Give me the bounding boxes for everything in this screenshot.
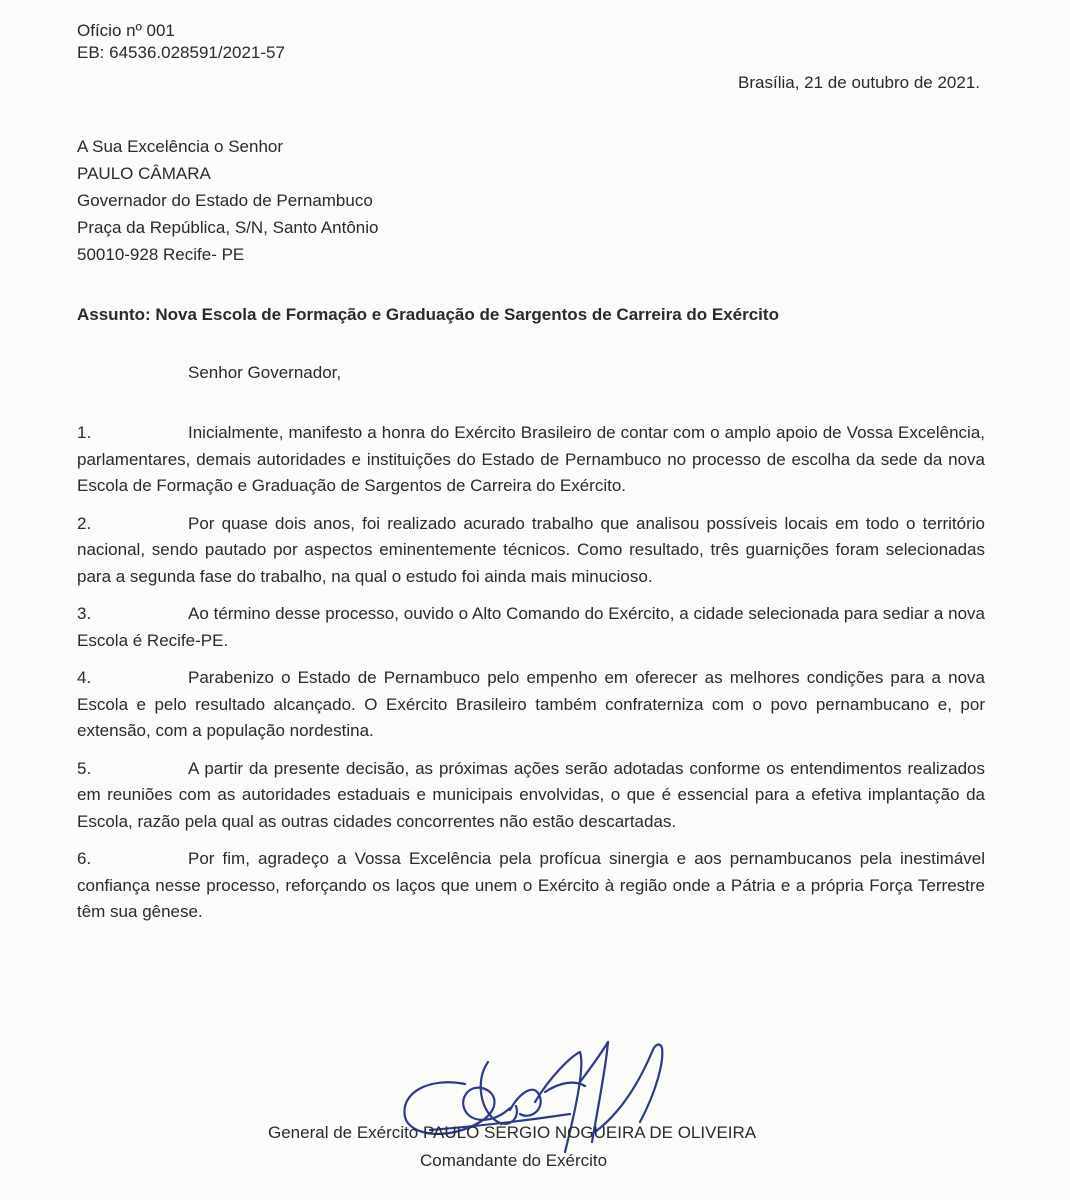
subject-line: Assunto: Nova Escola de Formação e Graduação de Sargentos de Carreira do Exército [77, 305, 779, 324]
paragraph-text: Ao término desse processo, ouvido o Alto Comando do Exército, a cidade selecionada para sediar a nova Escola é Recife-PE. [77, 604, 985, 650]
eb-protocol-number: EB: 64536.028591/2021-57 [77, 43, 285, 62]
paragraph-number: 4. [77, 668, 92, 687]
paragraph-number: 6. [77, 849, 92, 868]
recipient-block [77, 133, 378, 268]
document-reference [77, 20, 285, 64]
recipient-name: PAULO CÂMARA [77, 164, 211, 183]
letter-body [77, 420, 985, 937]
paragraph-text: Por quase dois anos, foi realizado acurado trabalho que analisou possíveis locais em todo o território nacional, sendo pautado por aspectos eminentemente técnicos. Como resultado, três guarnições foram selecionadas para a segunda fase do trabalho, na qual o estudo foi ainda mais minucioso. [77, 513, 985, 586]
date-line: Brasília, 21 de outubro de 2021. [738, 73, 980, 92]
recipient-address: Praça da República, S/N, Santo Antônio [77, 218, 379, 237]
oficio-number: Ofício nº 001 [77, 21, 175, 40]
paragraph-number: 3. [77, 604, 92, 623]
paragraph [77, 511, 985, 591]
signature-stroke [481, 1062, 517, 1124]
paragraph [77, 420, 985, 500]
paragraph-text: Parabenizo o Estado de Pernambuco pelo empenho em oferecer as melhores condições para a nova Escola e pelo resultado alcançado. O Exército Brasileiro também confraterniza com o povo pernambucano e, por extensão, com a população nordestina. [77, 668, 985, 740]
paragraph-text: A partir da presente decisão, as próximas ações serão adotadas conforme os entendimentos realizados em reuniões com as autoridades estaduais e municipais envolvidas, o que é essencial para a efetiva implantação da Escola, razão pela qual as outras cidades concorrentes não estão descartadas. [77, 758, 985, 831]
paragraph-text: Por fim, agradeço a Vossa Excelência pela profícua sinergia e aos pernambucanos pela inestimável confiança nesse processo, reforçando os laços que unem o Exército à região onde a Pátria e a própria Força Terrestre têm sua gênese. [77, 849, 985, 921]
paragraph-number: 2. [77, 513, 92, 533]
paragraph-number: 1. [77, 423, 92, 442]
signatory-name: General de Exército PAULO SÉRGIO NOGUEIRA DE OLIVEIRA [268, 1123, 757, 1142]
salutation: Senhor Governador, [188, 363, 342, 382]
paragraph [77, 756, 985, 836]
signature-stroke [510, 1090, 541, 1116]
recipient-line-1: A Sua Excelência o Senhor [77, 137, 284, 156]
signatory-title: Comandante do Exército [420, 1151, 608, 1170]
paragraph-number: 5. [77, 758, 92, 778]
paragraph-text: Inicialmente, manifesto a honra do Exército Brasileiro de contar com o amplo apoio de Vossa Excelência, parlamentares, demais autoridades e instituições do Estado de Pernambuco no processo de escolha da sede da nova Escola de Formação e Graduação de Sargentos de Carreira do Exército. [77, 423, 985, 495]
recipient-position: Governador do Estado de Pernambuco [77, 191, 373, 210]
recipient-postal-city: 50010-928 Recife- PE [77, 245, 245, 264]
paragraph [77, 665, 985, 745]
paragraph [77, 601, 985, 654]
paragraph [77, 846, 985, 926]
